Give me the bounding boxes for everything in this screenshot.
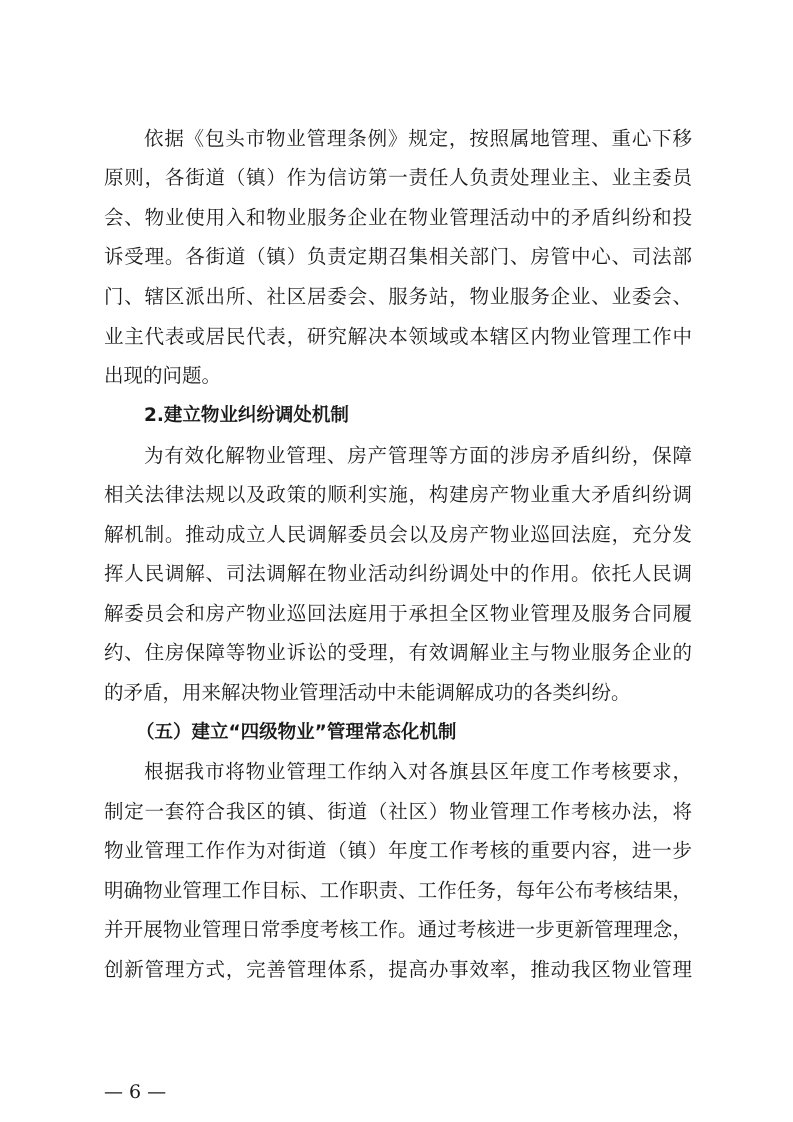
paragraph-2-line-4: 挥人民调解、司法调解在物业活动纠纷调处中的作用。依托人民调 bbox=[104, 562, 692, 585]
paragraph-1-line-6: 业主代表或居民代表，研究解决本领域或本辖区内物业管理工作中 bbox=[104, 325, 692, 348]
paragraph-1-line-4: 诉受理。各街道（镇）负责定期召集相关部门、房管中心、司法部 bbox=[104, 245, 692, 268]
paragraph-1-line-3: 会、物业使用入和物业服务企业在物业管理活动中的矛盾纠纷和投 bbox=[104, 206, 692, 229]
paragraph-3-line-6: 创新管理方式，完善管理体系，提高办事效率，推动我区物业管理 bbox=[104, 958, 692, 981]
paragraph-3-line-4: 明确物业管理工作目标、工作职责、工作任务，每年公布考核结果， bbox=[104, 879, 692, 902]
page-number: — 6 — bbox=[104, 1081, 167, 1103]
paragraph-1-line-5: 门、辖区派出所、社区居委会、服务站，物业服务企业、业委会、 bbox=[104, 285, 692, 308]
paragraph-2-line-5: 解委员会和房产物业巡回法庭用于承担全区物业管理及服务合同履 bbox=[104, 602, 692, 625]
section-heading-5: （五）建立“四级物业”管理常态化机制 bbox=[136, 722, 457, 743]
paragraph-3-line-3: 物业管理工作作为对街道（镇）年度工作考核的重要内容，进一步 bbox=[104, 839, 692, 862]
section-heading-2: 2.建立物业纠纷调处机制 bbox=[144, 405, 349, 426]
paragraph-1-line-1: 依据《包头市物业管理条例》规定，按照属地管理、重心下移 bbox=[144, 127, 692, 150]
paragraph-1-line-2: 原则，各街道（镇）作为信访第一责任人负责处理业主、业主委员 bbox=[104, 166, 692, 189]
paragraph-3-line-2: 制定一套符合我区的镇、街道（社区）物业管理工作考核办法，将 bbox=[104, 800, 692, 823]
paragraph-2-line-2: 相关法律法规以及政策的顺利实施，构建房产物业重大矛盾纠纷调 bbox=[104, 483, 692, 506]
paragraph-2-line-1: 为有效化解物业管理、房产管理等方面的涉房矛盾纠纷，保障 bbox=[144, 444, 692, 467]
paragraph-3-line-5: 并开展物业管理日常季度考核工作。通过考核进一步更新管理理念， bbox=[104, 918, 692, 941]
paragraph-3-line-1: 根据我市将物业管理工作纳入对各旗县区年度工作考核要求， bbox=[144, 760, 692, 783]
paragraph-2-line-3: 解机制。推动成立人民调解委员会以及房产物业巡回法庭，充分发 bbox=[104, 523, 692, 546]
paragraph-2-line-6: 约、住房保障等物业诉讼的受理，有效调解业主与物业服务企业的 bbox=[104, 641, 692, 664]
paragraph-1-line-7: 出现的问题。 bbox=[104, 364, 222, 387]
paragraph-2-line-7: 的矛盾，用来解决物业管理活动中未能调解成功的各类纠纷。 bbox=[104, 681, 631, 704]
